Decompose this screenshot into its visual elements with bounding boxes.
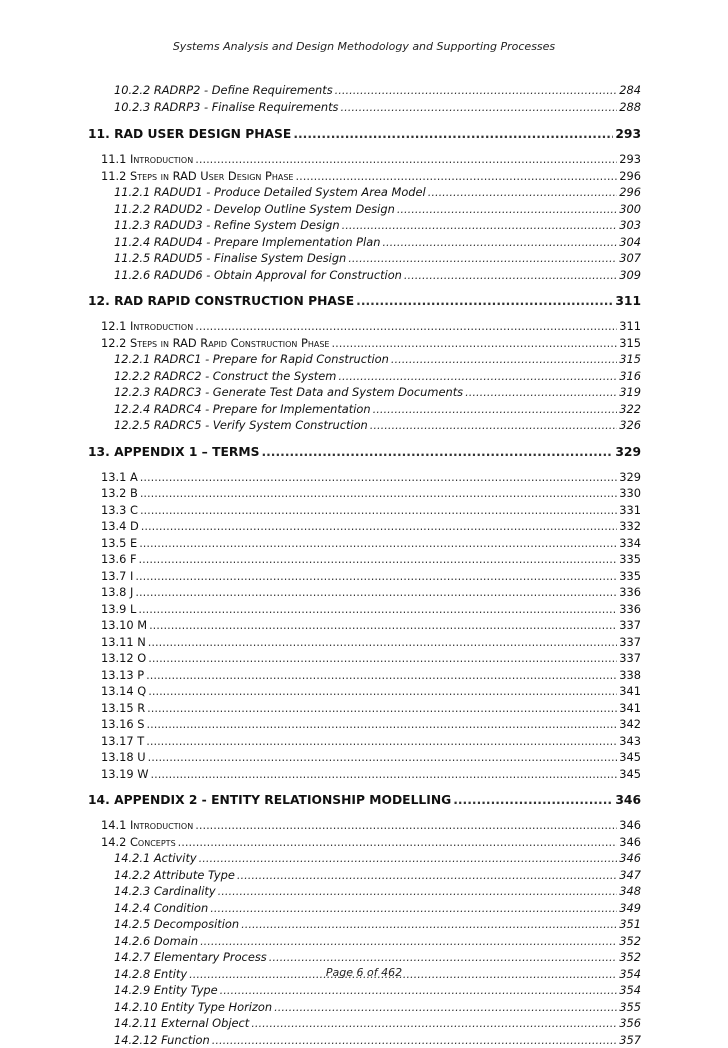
dot-leader xyxy=(178,834,618,851)
toc-subentry[interactable] xyxy=(88,351,641,368)
dot-leader xyxy=(148,634,617,651)
toc-entry-text: 14.2.5 Decomposition xyxy=(114,916,239,933)
dot-leader xyxy=(220,982,618,999)
toc-entry-text: 14.2.1 Activity xyxy=(114,850,197,867)
toc-page-number: 284 xyxy=(619,82,641,99)
dot-leader xyxy=(195,318,617,335)
toc-entry[interactable] xyxy=(88,551,641,568)
toc-entry-text: 13.4 D xyxy=(101,518,139,535)
toc-entry-text: 12.2.1 RADRC1 - Prepare for Rapid Construction xyxy=(114,351,389,368)
toc-entry[interactable] xyxy=(88,817,641,834)
toc-entry-text: 14.2.4 Condition xyxy=(114,900,208,917)
toc-entry[interactable] xyxy=(88,617,641,634)
dot-leader xyxy=(139,551,618,568)
dot-leader xyxy=(251,1015,617,1032)
dot-leader xyxy=(148,683,617,700)
toc-page-number: 354 xyxy=(619,982,641,999)
dot-leader xyxy=(373,401,618,418)
toc-subentry[interactable] xyxy=(88,1032,641,1048)
toc-entry[interactable] xyxy=(88,318,641,335)
toc-entry[interactable] xyxy=(88,485,641,502)
page-header: Systems Analysis and Design Methodology and Supporting Processes xyxy=(0,40,728,53)
toc-entry-text: 14.2 Concepts xyxy=(101,834,176,851)
toc-page-number: 355 xyxy=(619,999,641,1016)
toc-entry[interactable] xyxy=(88,502,641,519)
toc-entry-text: 13.1 A xyxy=(101,469,138,486)
dot-leader xyxy=(335,82,618,99)
dot-leader xyxy=(338,368,617,385)
dot-leader xyxy=(141,518,617,535)
toc-entry[interactable] xyxy=(88,168,641,185)
toc-entry-text: 14.2.7 Elementary Process xyxy=(114,949,267,966)
toc-entry-text: 14.2.3 Cardinality xyxy=(114,883,216,900)
toc-page-number: 346 xyxy=(619,817,641,834)
toc-subentry[interactable] xyxy=(88,883,641,900)
toc-subentry[interactable] xyxy=(88,201,641,218)
toc-entry-text: 12.2.5 RADRC5 - Verify System Construction xyxy=(114,417,368,434)
toc-entry[interactable] xyxy=(88,469,641,486)
toc-entry[interactable] xyxy=(88,634,641,651)
dot-leader xyxy=(331,335,617,352)
dot-leader xyxy=(146,716,617,733)
dot-leader xyxy=(269,949,618,966)
toc-page-number: 316 xyxy=(619,368,641,385)
toc-page-number: 336 xyxy=(619,601,641,618)
toc-page-number: 336 xyxy=(619,584,641,601)
toc-entry-text: 14.2.8 Entity xyxy=(114,966,187,983)
dot-leader xyxy=(453,791,613,810)
toc-entry[interactable] xyxy=(88,601,641,618)
toc-entry-text: 11.2.3 RADUD3 - Refine System Design xyxy=(114,217,340,234)
toc-entry-text: 11.2.6 RADUD6 - Obtain Approval for Construction xyxy=(114,267,402,284)
toc-entry-text: 14.2.9 Entity Type xyxy=(114,982,218,999)
dot-leader xyxy=(370,417,617,434)
toc-page-number: 341 xyxy=(619,683,641,700)
toc-page-number: 356 xyxy=(619,1015,641,1032)
toc-subentry[interactable] xyxy=(88,916,641,933)
toc-subentry[interactable] xyxy=(88,217,641,234)
toc-entry-text: 12. RAD RAPID CONSTRUCTION PHASE xyxy=(88,292,354,311)
toc-section-heading[interactable] xyxy=(88,292,641,311)
toc-subentry[interactable] xyxy=(88,234,641,251)
dot-leader xyxy=(212,1032,618,1048)
toc-entry-text: 10.2.3 RADRP3 - Finalise Requirements xyxy=(114,99,338,116)
dot-leader xyxy=(199,850,618,867)
toc-entry-text: 14. APPENDIX 2 - ENTITY RELATIONSHIP MODELLING xyxy=(88,791,451,810)
toc-subentry[interactable] xyxy=(88,933,641,950)
dot-leader xyxy=(135,568,617,585)
toc-section-heading[interactable] xyxy=(88,791,641,810)
toc-entry-text: 13.17 T xyxy=(101,733,144,750)
dot-leader xyxy=(404,267,617,284)
toc-page-number: 341 xyxy=(619,700,641,717)
dot-leader xyxy=(149,617,617,634)
toc-entry[interactable] xyxy=(88,766,641,783)
dot-leader xyxy=(340,99,617,116)
toc-entry[interactable] xyxy=(88,535,641,552)
toc-page-number: 346 xyxy=(615,791,641,810)
dot-leader xyxy=(356,292,613,311)
toc-entry-text: 13.14 Q xyxy=(101,683,146,700)
toc-subentry[interactable] xyxy=(88,267,641,284)
dot-leader xyxy=(138,601,617,618)
toc-page-number: 311 xyxy=(619,318,641,335)
toc-entry-text: 13.3 C xyxy=(101,502,138,519)
toc-page-number: 307 xyxy=(619,250,641,267)
toc-entry-text: 12.2.4 RADRC4 - Prepare for Implementation xyxy=(114,401,371,418)
toc-page-number: 315 xyxy=(619,351,641,368)
dot-leader xyxy=(146,733,617,750)
toc-entry[interactable] xyxy=(88,667,641,684)
toc-entry-text: 13.7 I xyxy=(101,568,133,585)
toc-section-heading[interactable] xyxy=(88,443,641,462)
dot-leader xyxy=(241,916,617,933)
dot-leader xyxy=(135,584,617,601)
toc-entry-text: 12.2 Steps in RAD Rapid Construction Phase xyxy=(101,335,329,352)
toc-subentry[interactable] xyxy=(88,949,641,966)
toc-entry-text: 11.2 Steps in RAD User Design Phase xyxy=(101,168,294,185)
dot-leader xyxy=(397,201,617,218)
dot-leader xyxy=(218,883,618,900)
toc-entry-text: 13.11 N xyxy=(101,634,146,651)
toc-page-number: 342 xyxy=(619,716,641,733)
toc-page-number: 343 xyxy=(619,733,641,750)
toc-entry[interactable] xyxy=(88,518,641,535)
toc-entry-text: 11.2.5 RADUD5 - Finalise System Design xyxy=(114,250,346,267)
dot-leader xyxy=(428,184,618,201)
toc-entry-text: 14.1 Introduction xyxy=(101,817,193,834)
toc-section-heading[interactable] xyxy=(88,125,641,144)
toc-page-number: 337 xyxy=(619,617,641,634)
toc-page-number: 352 xyxy=(619,949,641,966)
dot-leader xyxy=(139,535,617,552)
toc-page-number: 332 xyxy=(619,518,641,535)
toc-entry-text: 13.6 F xyxy=(101,551,137,568)
dot-leader xyxy=(391,351,617,368)
toc-entry-text: 13.2 B xyxy=(101,485,138,502)
toc-page-number: 296 xyxy=(619,184,641,201)
dot-leader xyxy=(274,999,617,1016)
toc-page-number: 338 xyxy=(619,667,641,684)
toc-entry-text: 14.2.6 Domain xyxy=(114,933,198,950)
toc-entry-text: 11.1 Introduction xyxy=(101,151,193,168)
toc-page-number: 296 xyxy=(619,168,641,185)
toc-page-number: 329 xyxy=(615,443,641,462)
toc-page-number: 334 xyxy=(619,535,641,552)
dot-leader xyxy=(293,125,613,144)
dot-leader xyxy=(140,485,617,502)
toc-page-number: 351 xyxy=(619,916,641,933)
toc-entry-text: 11.2.1 RADUD1 - Produce Detailed System Area Model xyxy=(114,184,426,201)
toc-page-number: 293 xyxy=(615,125,641,144)
toc-page-number: 347 xyxy=(619,867,641,884)
toc-entry-text: 12.2.3 RADRC3 - Generate Test Data and System Documents xyxy=(114,384,463,401)
toc-subentry[interactable] xyxy=(88,401,641,418)
toc-page-number: 346 xyxy=(619,834,641,851)
toc-entry-text: 11. RAD USER DESIGN PHASE xyxy=(88,125,291,144)
toc-page-number: 293 xyxy=(619,151,641,168)
toc-subentry[interactable] xyxy=(88,368,641,385)
toc-entry-text: 10.2.2 RADRP2 - Define Requirements xyxy=(114,82,333,99)
toc-page-number: 335 xyxy=(619,551,641,568)
toc-entry-text: 13. APPENDIX 1 – TERMS xyxy=(88,443,259,462)
toc-subentry[interactable] xyxy=(88,867,641,884)
toc-entry-text: 13.15 R xyxy=(101,700,145,717)
toc-entry[interactable] xyxy=(88,749,641,766)
dot-leader xyxy=(148,749,618,766)
toc-entry[interactable] xyxy=(88,584,641,601)
toc-page-number: 349 xyxy=(619,900,641,917)
toc-subentry[interactable] xyxy=(88,99,641,116)
toc-subentry[interactable] xyxy=(88,850,641,867)
toc-subentry[interactable] xyxy=(88,417,641,434)
toc-page-number: 319 xyxy=(619,384,641,401)
toc-page-number: 345 xyxy=(619,766,641,783)
toc-entry-text: 13.13 P xyxy=(101,667,144,684)
dot-leader xyxy=(147,700,617,717)
toc-page-number: 309 xyxy=(619,267,641,284)
toc-page-number: 357 xyxy=(619,1032,641,1048)
toc-entry[interactable] xyxy=(88,335,641,352)
table-of-contents xyxy=(88,82,641,1048)
toc-page-number: 300 xyxy=(619,201,641,218)
toc-page-number: 330 xyxy=(619,485,641,502)
toc-page-number: 331 xyxy=(619,502,641,519)
toc-entry-text: 13.19 W xyxy=(101,766,149,783)
toc-entry-text: 13.16 S xyxy=(101,716,144,733)
toc-page-number: 315 xyxy=(619,335,641,352)
toc-entry-text: 13.12 O xyxy=(101,650,146,667)
dot-leader xyxy=(140,502,617,519)
toc-subentry[interactable] xyxy=(88,900,641,917)
dot-leader xyxy=(200,933,617,950)
toc-page-number: 303 xyxy=(619,217,641,234)
toc-page-number: 329 xyxy=(619,469,641,486)
toc-entry[interactable] xyxy=(88,834,641,851)
toc-subentry[interactable] xyxy=(88,250,641,267)
toc-entry[interactable] xyxy=(88,716,641,733)
toc-page-number: 346 xyxy=(619,850,641,867)
toc-subentry[interactable] xyxy=(88,184,641,201)
toc-entry-text: 11.2.4 RADUD4 - Prepare Implementation Plan xyxy=(114,234,380,251)
dot-leader xyxy=(342,217,618,234)
dot-leader xyxy=(148,650,617,667)
toc-entry-text: 11.2.2 RADUD2 - Develop Outline System Design xyxy=(114,201,395,218)
toc-page-number: 322 xyxy=(619,401,641,418)
toc-entry-text: 14.2.10 Entity Type Horizon xyxy=(114,999,272,1016)
dot-leader xyxy=(237,867,617,884)
toc-entry-text: 14.2.12 Function xyxy=(114,1032,210,1048)
toc-page-number: 337 xyxy=(619,650,641,667)
toc-entry[interactable] xyxy=(88,568,641,585)
dot-leader xyxy=(261,443,613,462)
toc-subentry[interactable] xyxy=(88,999,641,1016)
toc-page-number: 335 xyxy=(619,568,641,585)
toc-subentry[interactable] xyxy=(88,384,641,401)
toc-entry-text: 13.10 M xyxy=(101,617,147,634)
toc-entry[interactable] xyxy=(88,683,641,700)
dot-leader xyxy=(210,900,617,917)
dot-leader xyxy=(195,151,617,168)
toc-entry[interactable] xyxy=(88,151,641,168)
dot-leader xyxy=(151,766,618,783)
toc-entry-text: 12.1 Introduction xyxy=(101,318,193,335)
toc-page-number: 288 xyxy=(619,99,641,116)
toc-page-number: 352 xyxy=(619,933,641,950)
toc-entry-text: 13.9 L xyxy=(101,601,136,618)
toc-entry-text: 12.2.2 RADRC2 - Construct the System xyxy=(114,368,336,385)
toc-entry[interactable] xyxy=(88,650,641,667)
dot-leader xyxy=(382,234,617,251)
page-footer: Page 6 of 462 xyxy=(0,966,728,979)
toc-page-number: 345 xyxy=(619,749,641,766)
dot-leader xyxy=(348,250,617,267)
toc-entry-text: 14.2.11 External Object xyxy=(114,1015,249,1032)
toc-entry-text: 13.18 U xyxy=(101,749,146,766)
toc-page-number: 326 xyxy=(619,417,641,434)
dot-leader xyxy=(146,667,617,684)
dot-leader xyxy=(140,469,617,486)
toc-page-number: 337 xyxy=(619,634,641,651)
toc-entry[interactable] xyxy=(88,733,641,750)
toc-entry-text: 13.8 J xyxy=(101,584,133,601)
toc-entry-text: 13.5 E xyxy=(101,535,137,552)
toc-subentry[interactable] xyxy=(88,982,641,999)
toc-page-number: 311 xyxy=(615,292,641,311)
dot-leader xyxy=(195,817,617,834)
toc-page-number: 348 xyxy=(619,883,641,900)
toc-entry[interactable] xyxy=(88,700,641,717)
dot-leader xyxy=(465,384,617,401)
toc-entry-text: 14.2.2 Attribute Type xyxy=(114,867,235,884)
toc-page-number: 354 xyxy=(619,966,641,983)
toc-page-number: 304 xyxy=(619,234,641,251)
toc-subentry[interactable] xyxy=(88,1015,641,1032)
toc-subentry[interactable] xyxy=(88,82,641,99)
dot-leader xyxy=(296,168,618,185)
